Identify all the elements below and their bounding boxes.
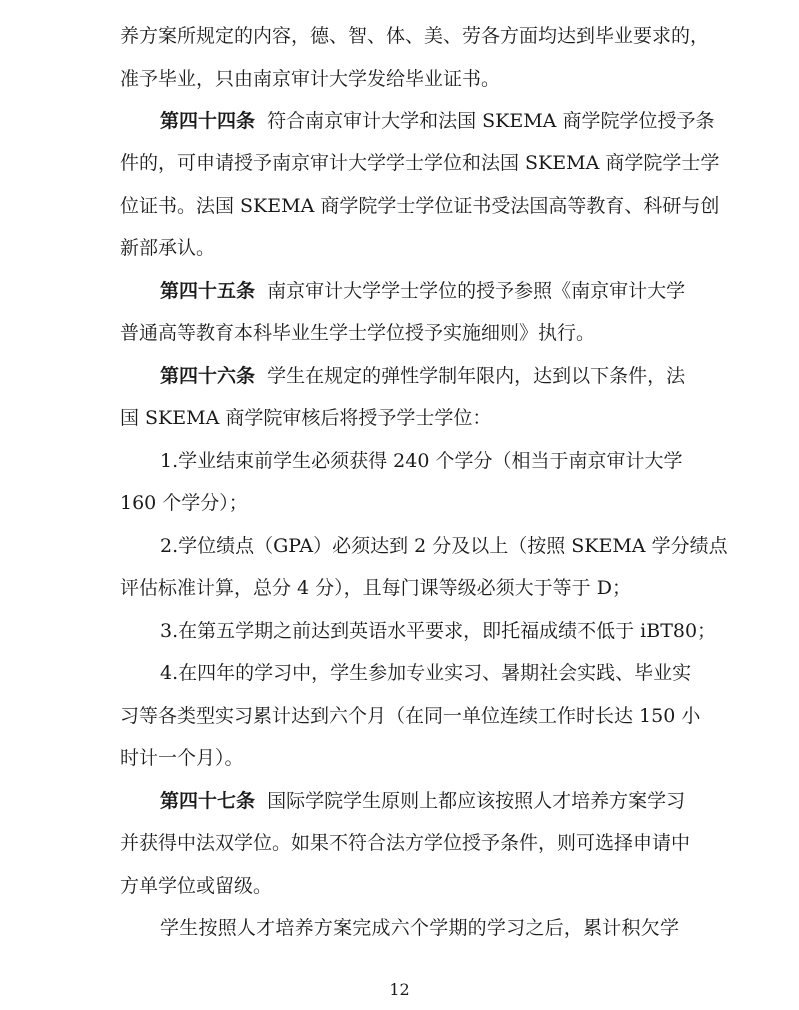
line-text: 方单学位或留级。 — [120, 875, 273, 897]
line-text: 南京审计大学学士学位的授予参照《南京审计大学 — [267, 280, 686, 302]
text-line — [120, 24, 710, 48]
text-line — [120, 831, 691, 855]
line-text: 国 SKEMA 商学院审核后将授予学士学位： — [120, 407, 492, 429]
line-text: 件的，可申请授予南京审计大学学士学位和法国 SKEMA 商学院学士学 — [120, 152, 720, 174]
article-title: 第四十七条 — [160, 790, 256, 812]
text-line — [120, 576, 631, 600]
page-number: 12 — [389, 980, 410, 999]
line-text: 习等各类型实习累计达到六个月（在同一单位连续工作时长达 150 小 — [120, 705, 701, 727]
line-text: 4.在四年的学习中，学生参加专业实习、暑期社会实践、毕业实 — [160, 662, 692, 684]
text-line — [160, 916, 679, 940]
text-line — [120, 194, 720, 218]
article-title: 第四十六条 — [160, 365, 256, 387]
line-text: 学生在规定的弹性学制年限内，达到以下条件，法 — [267, 365, 686, 387]
text-line — [120, 874, 272, 898]
line-text: 160 个学分）； — [120, 492, 248, 514]
line-text: 时计一个月）。 — [120, 747, 244, 769]
line-text: 新部承认。 — [120, 237, 216, 259]
text-line — [120, 321, 595, 345]
list-item-4 — [160, 661, 692, 685]
text-line — [120, 151, 720, 175]
article-47-first-line — [160, 789, 686, 813]
text-line — [120, 491, 248, 515]
line-text: 评估标准计算，总分 4 分），且每门课等级必须大于等于 D； — [120, 577, 631, 599]
line-text: 国际学院学生原则上都应该按照人才培养方案学习 — [267, 790, 686, 812]
list-item-3 — [160, 619, 717, 643]
article-46-first-line — [160, 364, 686, 388]
text-line — [120, 704, 701, 728]
list-item-1 — [160, 449, 683, 473]
line-text: 3.在第五学期之前达到英语水平要求，即托福成绩不低于 iBT80； — [160, 620, 717, 642]
text-line — [120, 406, 491, 430]
line-text: 学生按照人才培养方案完成六个学期的学习之后，累计积欠学 — [160, 917, 679, 939]
article-44-first-line — [160, 109, 715, 133]
text-line — [120, 67, 500, 91]
line-text: 并获得中法双学位。如果不符合法方学位授予条件，则可选择申请中 — [120, 832, 691, 854]
line-text: 普通高等教育本科毕业生学士学位授予实施细则》执行。 — [120, 322, 596, 344]
line-text: 准予毕业，只由南京审计大学发给毕业证书。 — [120, 68, 501, 90]
article-title: 第四十四条 — [160, 110, 256, 132]
text-line — [120, 746, 244, 770]
article-title: 第四十五条 — [160, 280, 256, 302]
line-text: 位证书。法国 SKEMA 商学院学士学位证书受法国高等教育、科研与创 — [120, 195, 720, 217]
line-text: 养方案所规定的内容，德、智、体、美、劳各方面均达到毕业要求的， — [120, 25, 710, 47]
text-line — [120, 236, 215, 260]
article-45-first-line — [160, 279, 686, 303]
line-text: 1.学业结束前学生必须获得 240 个学分（相当于南京审计大学 — [160, 450, 683, 472]
line-text: 2.学位绩点（GPA）必须达到 2 分及以上（按照 SKEMA 学分绩点 — [160, 535, 728, 557]
list-item-2 — [160, 534, 728, 558]
line-text: 符合南京审计大学和法国 SKEMA 商学院学位授予条 — [267, 110, 715, 132]
